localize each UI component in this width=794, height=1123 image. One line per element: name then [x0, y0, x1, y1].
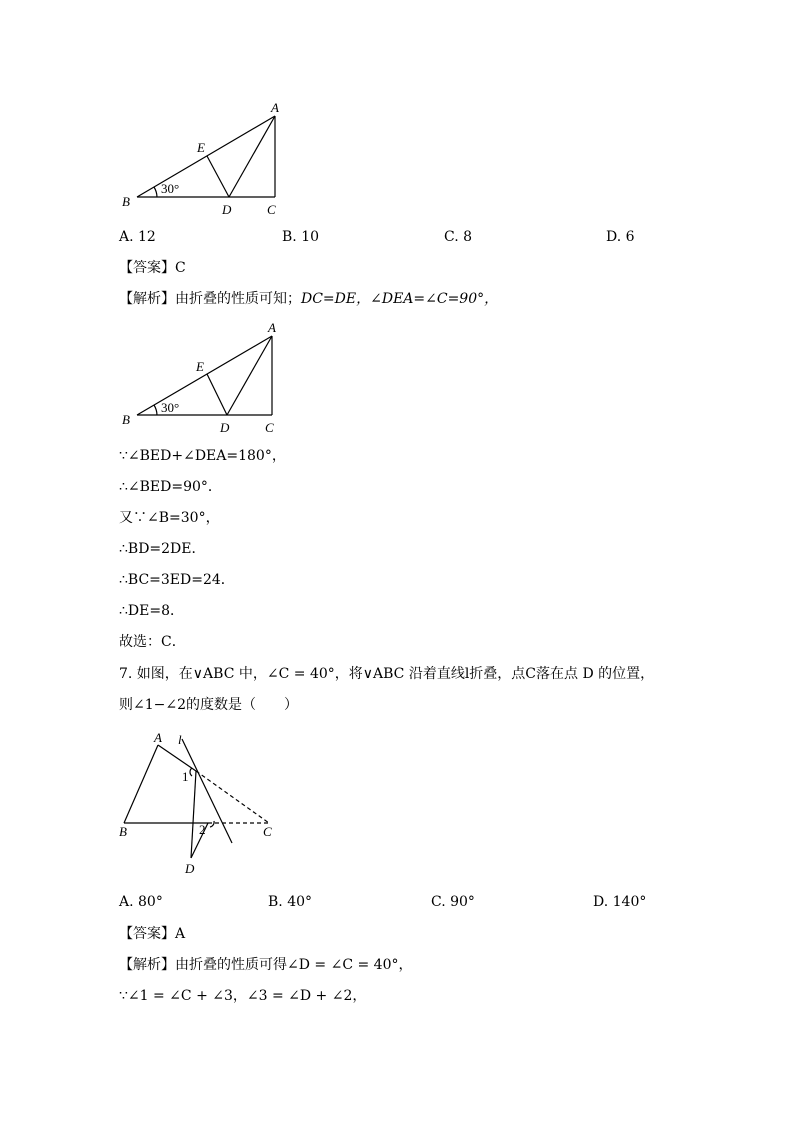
label-angle-30: 30°	[161, 181, 180, 196]
label-2: 2	[199, 822, 206, 837]
q7-answer: 【答案】A	[119, 926, 186, 942]
q7-step-1: ∵∠1 = ∠C + ∠3，∠3 = ∠D + ∠2，	[119, 988, 367, 1004]
q6-option-d: D. 6	[606, 229, 635, 245]
segment-A-P	[158, 745, 196, 771]
label-B: B	[119, 824, 127, 839]
q7-analysis: 【解析】由折叠的性质可得∠D = ∠C = 40°，	[119, 957, 413, 973]
q7-question-line-1: 7. 如图，在∨ABC 中，∠C = 40°，将∨ABC 沿着直线l折叠，点C落在点 D 的位置，	[119, 666, 655, 682]
triangle-figure-2	[110, 315, 310, 440]
q6-step-3: 又∵∠B=30°，	[119, 510, 220, 526]
segment-ED	[207, 156, 229, 197]
q7-option-d: D. 140°	[593, 894, 647, 910]
q7-option-c: C. 90°	[431, 894, 475, 910]
q6-analysis-eq: DC=DE，∠DEA=∠C=90°，	[301, 291, 499, 307]
label-1: 1	[182, 769, 189, 784]
q6-answer: 【答案】C	[119, 260, 186, 276]
segment-ED	[207, 374, 227, 415]
q6-step-4: ∴BD=2DE．	[119, 541, 206, 557]
segment-BA	[124, 745, 158, 823]
segment-BA	[137, 336, 272, 415]
label-D: D	[222, 202, 232, 217]
angle-arc-B	[154, 187, 157, 197]
q6-step-2: ∴∠BED=90°．	[119, 479, 222, 495]
dashed-P-C	[196, 771, 269, 823]
angle-arc-B	[154, 405, 157, 415]
q6-option-a: A. 12	[119, 229, 156, 245]
q6-analysis	[119, 290, 498, 308]
segment-BA	[137, 116, 275, 197]
triangle-figure-1	[110, 95, 310, 220]
q6-step-6: ∴DE=8．	[119, 603, 184, 619]
label-E: E	[196, 359, 204, 374]
angle-arc-1	[190, 768, 192, 776]
label-A: A	[268, 320, 276, 335]
q6-step-1: ∵∠BED+∠DEA=180°，	[119, 448, 286, 464]
q7-option-a: A. 80°	[119, 894, 163, 910]
label-D: D	[185, 861, 195, 876]
label-A: A	[271, 100, 279, 115]
label-B: B	[122, 194, 130, 209]
q7-question-line-2: 则∠1−∠2的度数是（ ）	[119, 697, 299, 713]
label-E: E	[197, 140, 205, 155]
fold-figure	[110, 725, 290, 880]
label-A: A	[154, 730, 162, 745]
q6-analysis-intro: 【解析】由折叠的性质可知；	[119, 291, 301, 307]
angle-arc-2	[210, 821, 214, 827]
label-D: D	[220, 420, 230, 435]
fold-line-l	[182, 739, 232, 843]
label-C: C	[267, 202, 276, 217]
segment-DA	[229, 116, 275, 197]
q6-step-7: 故选：C．	[119, 634, 186, 650]
q7-option-b: B. 40°	[268, 894, 313, 910]
q6-option-c: C. 8	[444, 229, 473, 245]
label-C: C	[265, 420, 274, 435]
label-angle-30: 30°	[161, 400, 180, 415]
label-C: C	[263, 824, 272, 839]
q6-option-b: B. 10	[282, 229, 320, 245]
segment-P-D	[191, 771, 196, 858]
label-l: l	[178, 732, 182, 747]
segment-DA	[227, 336, 272, 415]
label-B: B	[122, 412, 130, 427]
q6-step-5: ∴BC=3ED=24．	[119, 572, 235, 588]
